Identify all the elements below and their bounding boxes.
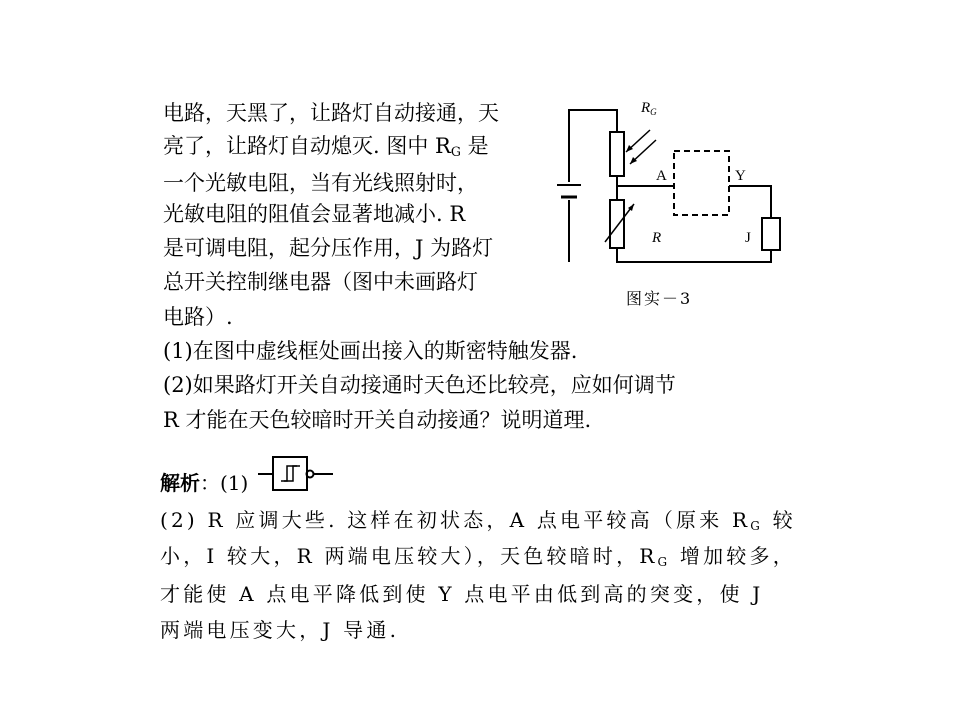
answer-line-2-text: 小，I 较大，R 两端电压较大），天色较暗时，R bbox=[160, 544, 658, 568]
label-rg: $R_G$ bbox=[641, 100, 657, 117]
figure-caption: 图实－3 bbox=[626, 289, 693, 308]
intro-line-7: 电路）. bbox=[163, 305, 233, 329]
answer-line-1 bbox=[160, 505, 796, 541]
answer-line-2 bbox=[160, 541, 796, 577]
intro-line-2-tail: 是 bbox=[460, 134, 489, 158]
answer-label: 解析 bbox=[160, 471, 200, 495]
rg-subscript: G bbox=[450, 144, 461, 160]
question-2-cont: R 才能在天色较暗时开关自动接通？说明道理. bbox=[163, 408, 592, 432]
answer-line-2-sub: G bbox=[657, 555, 671, 569]
answer-line-1-tail: 较 bbox=[763, 508, 796, 532]
question-1: (1)在图中虚线框处画出接入的斯密特触发器. bbox=[163, 339, 578, 363]
answer-line-2-tail: 增加较多， bbox=[670, 544, 796, 568]
answer-line-3: 才能使 A 点电平降低到使 Y 点电平由低到高的突变，使 J bbox=[160, 582, 764, 606]
intro-line-3: 一个光敏电阻，当有光线照射时， bbox=[163, 171, 478, 195]
intro-line-1: 电路，天黑了，让路灯自动接通，天 bbox=[163, 101, 499, 125]
label-r: R bbox=[652, 230, 662, 246]
question-2: (2)如果路灯开关自动接通时天色还比较亮，应如何调节 bbox=[163, 373, 676, 397]
intro-line-5: 是可调电阻，起分压作用，J 为路灯 bbox=[163, 236, 494, 260]
answer-part1: ：(1) bbox=[200, 471, 249, 495]
label-j: J bbox=[745, 230, 751, 246]
label-y: Y bbox=[735, 168, 746, 184]
intro-line-4: 光敏电阻的阻值会显著地减小. R bbox=[163, 202, 466, 226]
answer-line-1-text: (2) R 应调大些. 这样在初状态，A 点电平较高（原来 R bbox=[160, 508, 751, 532]
label-a: A bbox=[656, 168, 667, 184]
answer-line-4: 两端电压变大，J 导通. bbox=[160, 618, 400, 642]
answer-line-1-sub: G bbox=[750, 519, 764, 533]
intro-line-6: 总开关控制继电器（图中未画路灯 bbox=[163, 270, 478, 294]
intro-line-2-text: 亮了，让路灯自动熄灭. 图中 R bbox=[163, 134, 451, 158]
